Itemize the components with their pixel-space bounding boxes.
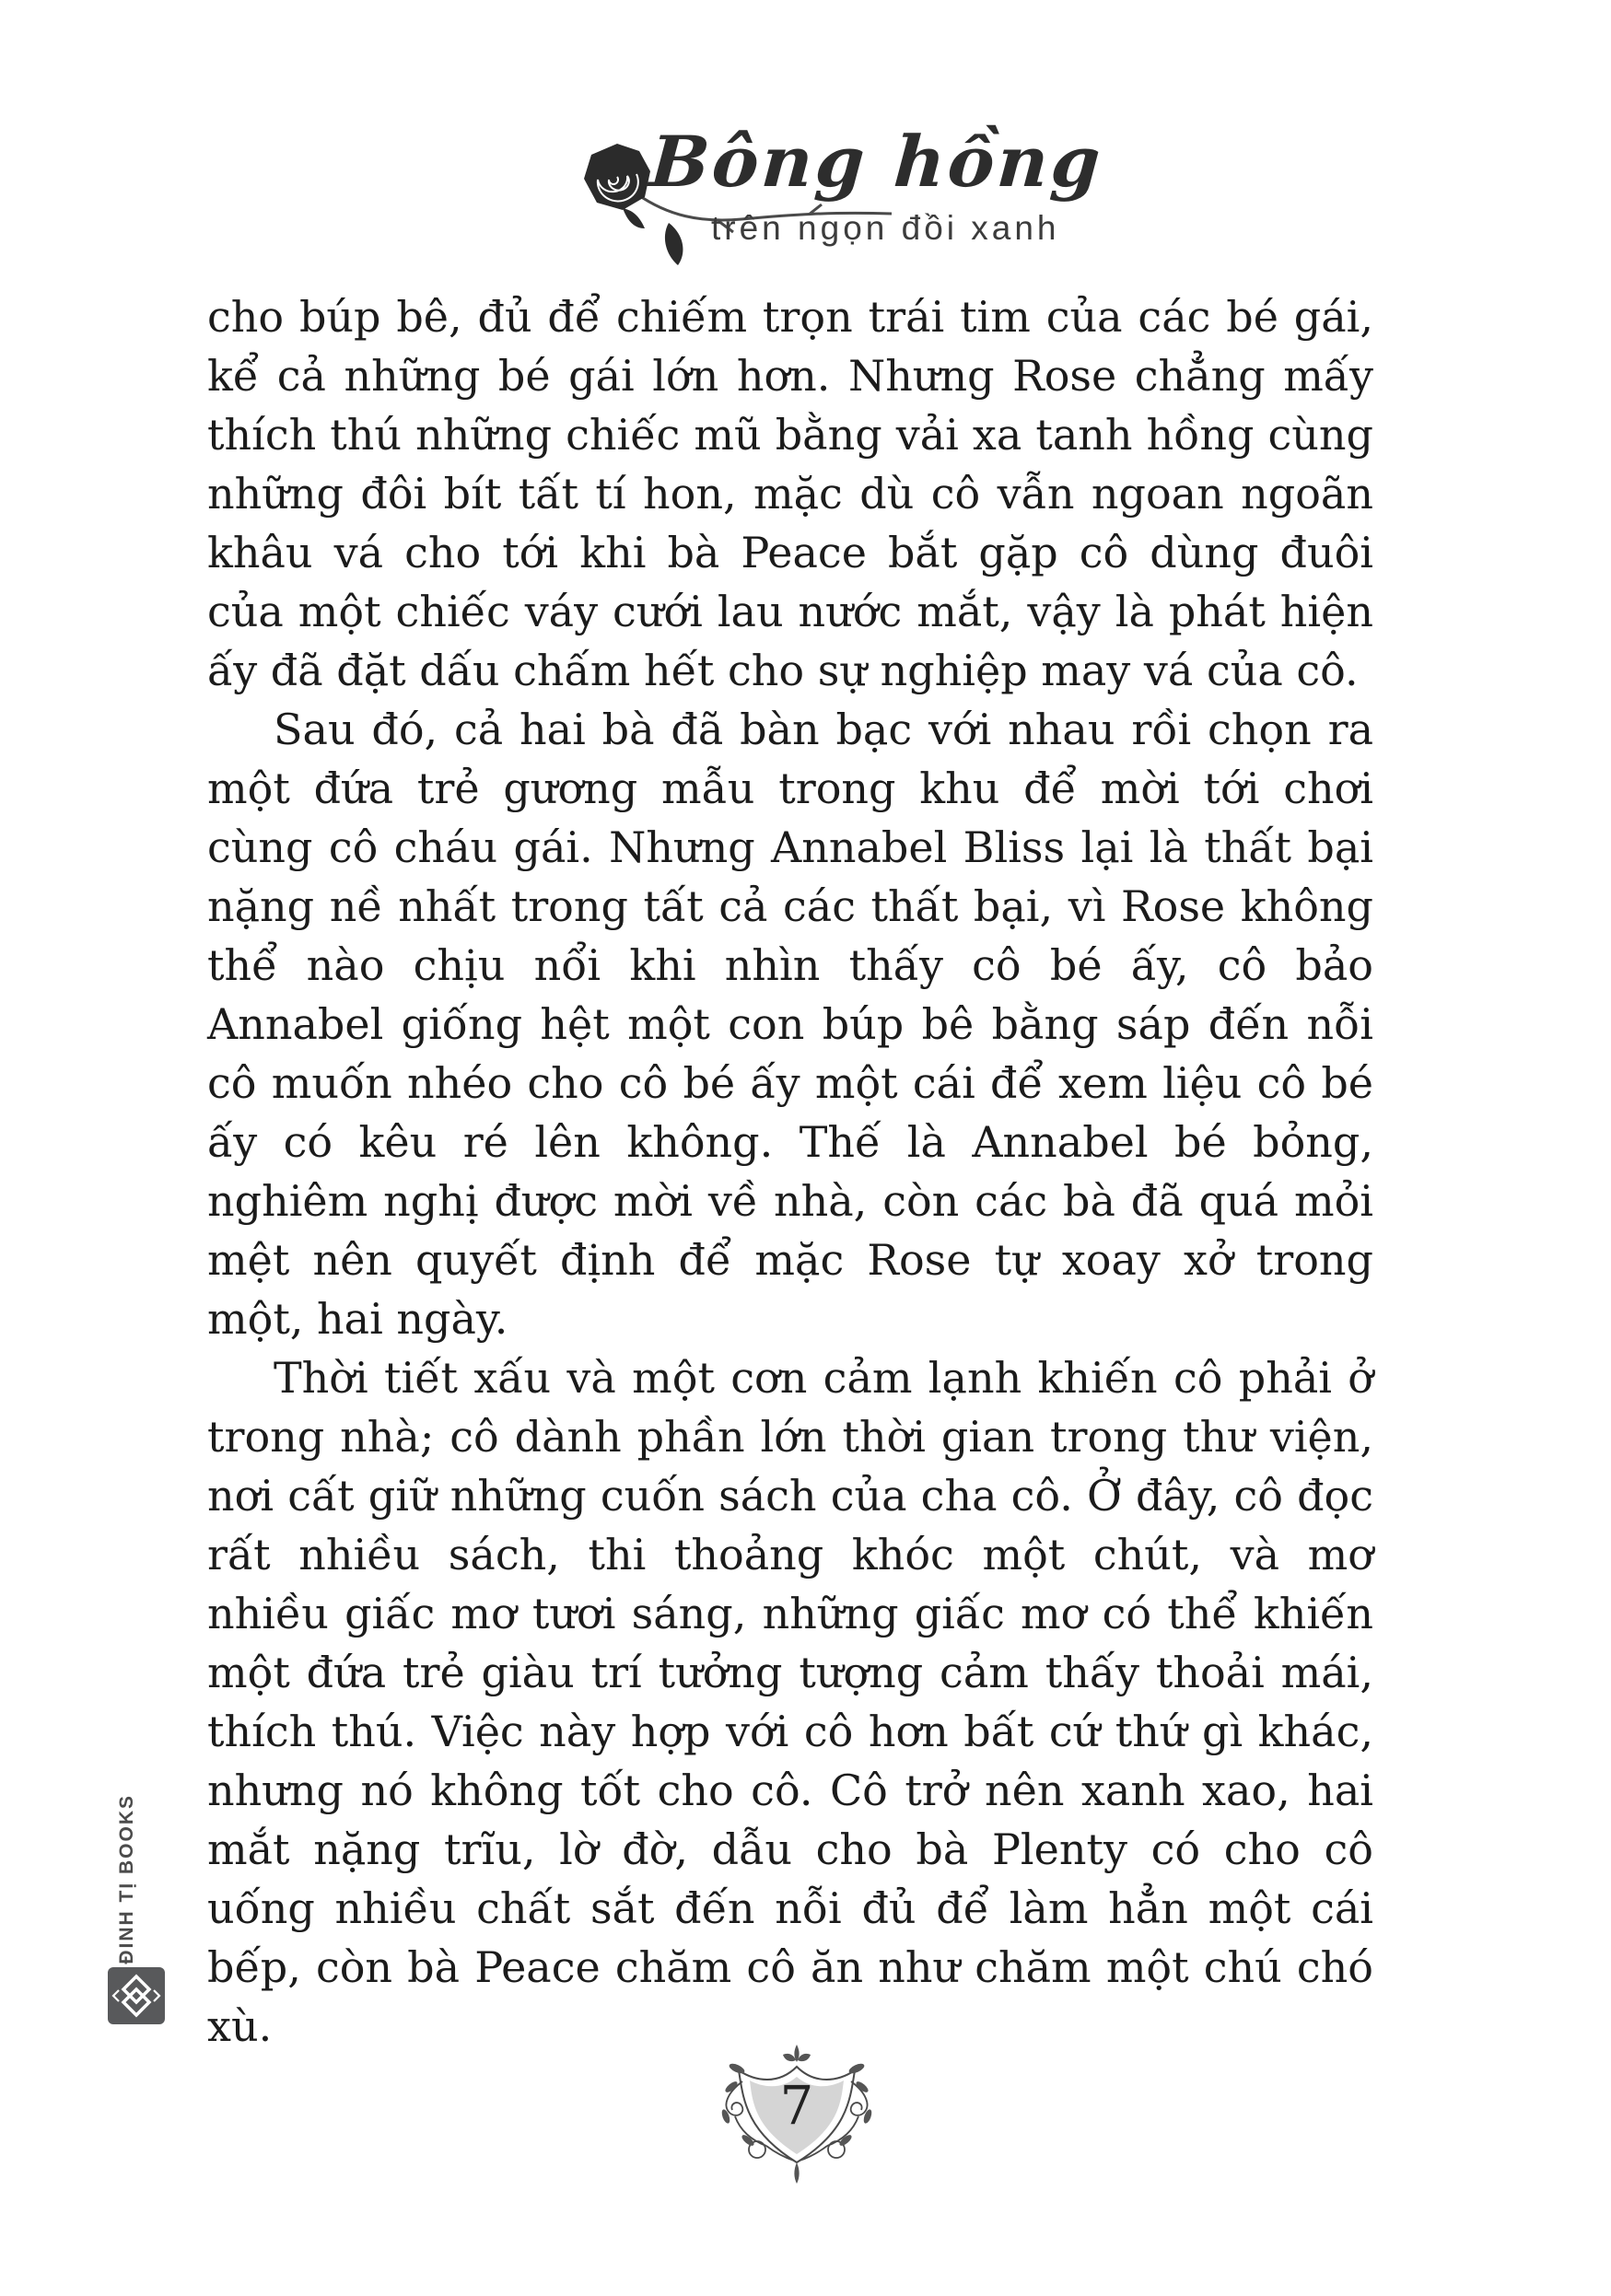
book-title: Bông hồng xyxy=(647,121,1106,203)
paragraph-2: Sau đó, cả hai bà đã bàn bạc với nhau rồi chọn ra một đứa trẻ gương mẫu trong khu để mời tới chơi cùng cô cháu gái. Nhưng Annabel Bliss lại là thất bại nặng nề nhất trong tất cả các thất bại, vì Rose không thể nào chịu nổi khi nhìn thấy cô bé ấy, cô bảo Annabel giống hệt một con búp bê bằng sáp đến nỗi cô muốn nhéo cho cô bé ấy một cái để xem liệu cô bé ấy có kêu ré lên không. Thế là Annabel bé bỏng, nghiêm nghị được mời về nhà, còn các bà đã quá mỏi mệt nên quyết định để mặc Rose tự xoay xở trong một, hai ngày. xyxy=(207,705,1373,1344)
publisher-name-wrap xyxy=(103,1793,151,1964)
publisher-name: ĐINH TỊ BOOKS xyxy=(116,1793,137,1964)
page-number-ornament-icon xyxy=(709,2043,884,2185)
page-number: 7 xyxy=(779,2074,814,2137)
dinh-ti-logo-icon xyxy=(108,1967,165,2024)
paragraph-3: Thời tiết xấu và một cơn cảm lạnh khiến cô phải ở trong nhà; cô dành phần lớn thời gian trong thư viện, nơi cất giữ những cuốn sách của cha cô. Ở đây, cô đọc rất nhiều sách, thi thoảng khóc một chút, và mơ nhiều giấc mơ tươi sáng, những giấc mơ có thể khiến một đứa trẻ giàu trí tưởng tượng cảm thấy thoải mái, thích thú. Việc này hợp với cô hơn bất cứ thứ gì khác, nhưng nó không tốt cho cô. Cô trở nên xanh xao, hai mắt nặng trĩu, lờ đờ, dẫu cho bà Plenty có cho cô uống nhiều chất sắt đến nỗi đủ để làm hẳn một cái bếp, còn bà Peace chăm cô ăn như chăm một chú chó xù. xyxy=(207,1353,1373,2051)
page-text xyxy=(207,287,1373,2056)
paragraph-1: cho búp bê, đủ để chiếm trọn trái tim của các bé gái, kể cả những bé gái lớn hơn. Nhưng Rose chẳng mấy thích thú những chiếc mũ bằng vải xa tanh hồng cùng những đôi bít tất tí hon, mặc dù cô vẫn ngoan ngoãn khâu vá cho tới khi bà Peace bắt gặp cô dùng đuôi của một chiếc váy cưới lau nước mắt, vậy là phát hiện ấy đã đặt dấu chấm hết cho sự nghiệp may vá của cô. xyxy=(207,292,1373,695)
book-subtitle: trên ngọn đồi xanh xyxy=(711,209,1060,247)
